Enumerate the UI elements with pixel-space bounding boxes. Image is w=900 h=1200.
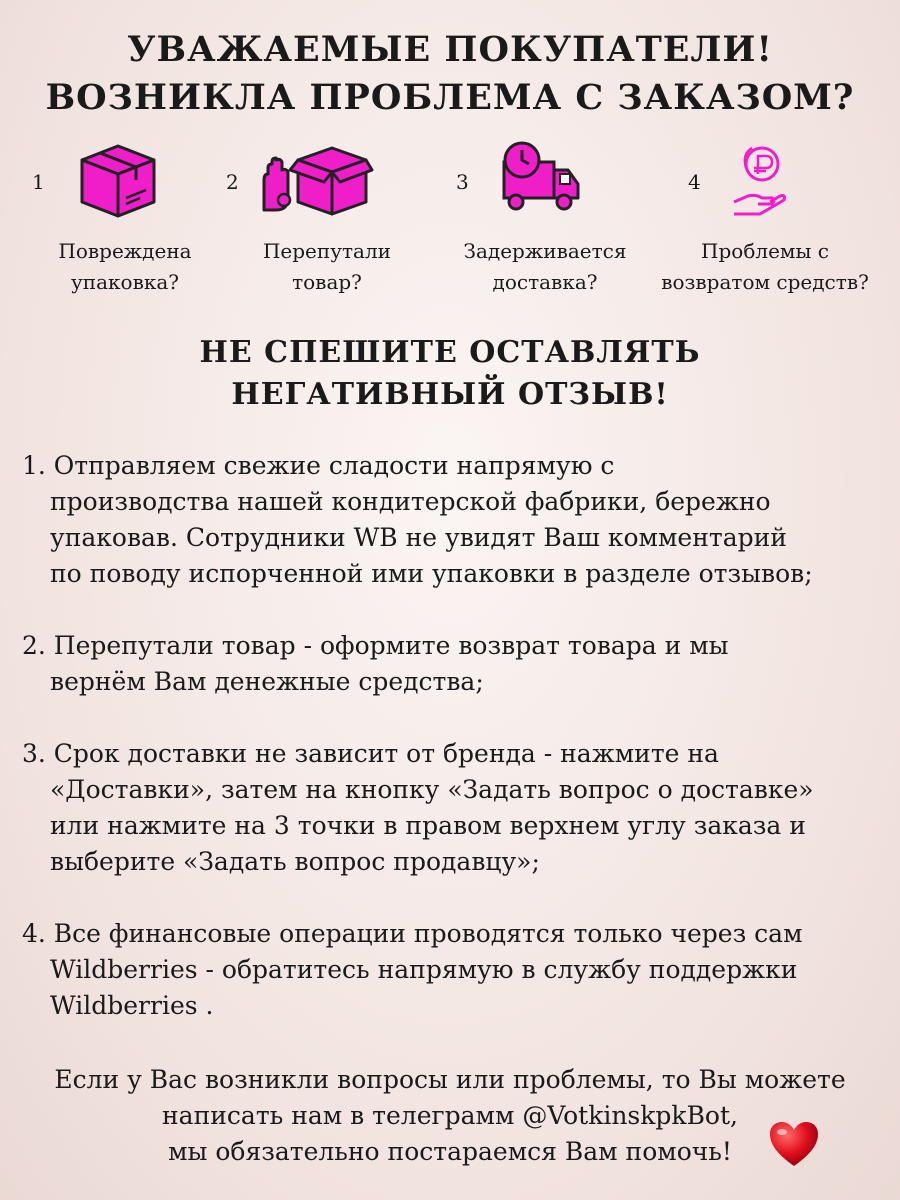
ruble-refund-hand-icon [730, 140, 790, 224]
delivery-truck-clock-icon [498, 140, 584, 218]
list-item: 1. Отправляем свежие сладости напрямую с производства нашей кондитерской фабрики, бережно упаковав. Сотрудники WB не увидят Ваш комментарий по поводу испорченной ими упаковки в разделе отзывов; [22, 451, 813, 588]
contact-footer: Если у Вас возникли вопросы или проблемы, то Вы можете написать нам в телеграмм @VotkinskpkBot, мы обязательно постараемся Вам помочь! [54, 1065, 846, 1166]
title-line-2: ВОЗНИКЛА ПРОБЛЕМА С ЗАКАЗОМ? [45, 77, 855, 118]
step-number: 3 [456, 170, 469, 194]
hand-box-icon [254, 140, 374, 224]
list-item: 3. Срок доставки не зависит от бренда - нажмите на «Доставки», затем на кнопку «Задать вопрос о доставке» или нажмите на 3 точки в правом верхнем углу заказа и выберите «Задать вопрос продавцу»; [22, 739, 814, 876]
warning-heading: НЕ СПЕШИТЕ ОСТАВЛЯТЬ НЕГАТИВНЫЙ ОТЗЫВ! [199, 335, 701, 412]
problem-steps [0, 140, 900, 310]
step-caption: Проблемы с возвратом средств? [661, 239, 869, 294]
step-caption: Задерживается доставка? [463, 239, 627, 294]
instructions-list [22, 448, 892, 1060]
damaged-box-icon [76, 140, 160, 224]
title-line-1: УВАЖАЕМЫЕ ПОКУПАТЕЛИ! [127, 29, 773, 70]
page-title [0, 26, 900, 122]
step-number: 4 [688, 170, 701, 194]
step-caption: Повреждена упаковка? [58, 239, 192, 294]
list-item: 4. Все финансовые операции проводятся только через сам Wildberries - обратитесь напрямую в службу поддержки Wildberries . [22, 919, 803, 1020]
heart-icon [768, 1120, 820, 1172]
step-number: 1 [32, 170, 45, 194]
step-caption: Перепутали товар? [262, 239, 392, 294]
list-item: 2. Перепутали товар - оформите возврат товара и мы вернём Вам денежные средства; [22, 631, 729, 696]
step-number: 2 [226, 170, 239, 194]
